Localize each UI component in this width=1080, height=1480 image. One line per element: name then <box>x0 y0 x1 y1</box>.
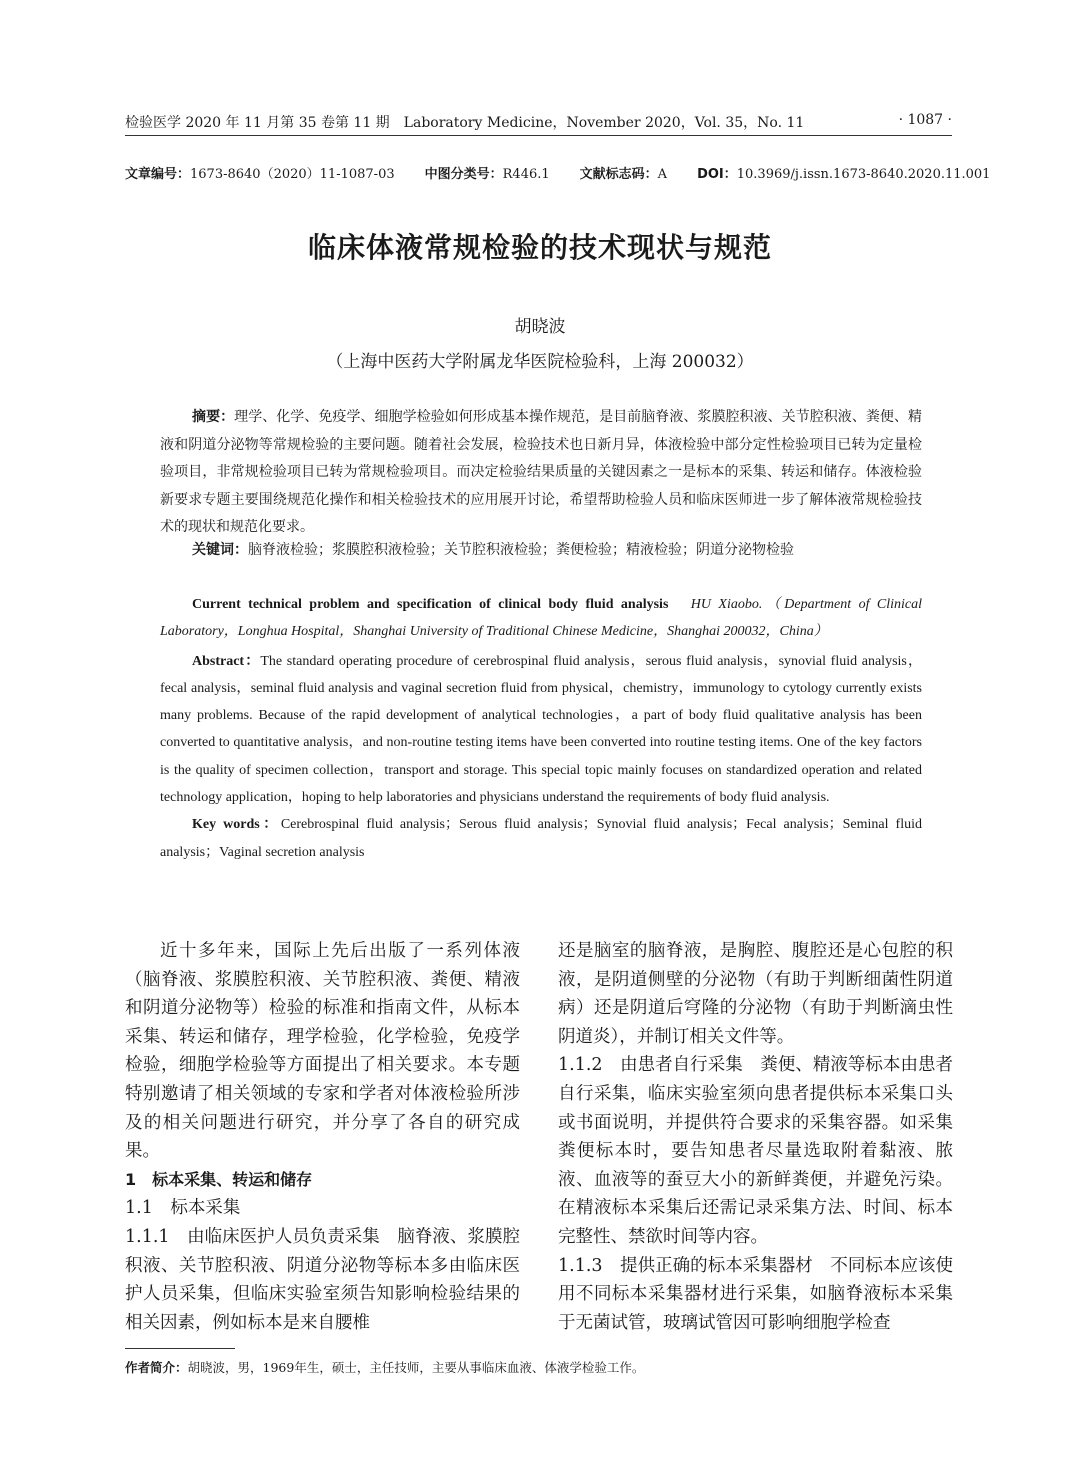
paper-title: 临床体液常规检验的技术现状与规范 <box>307 231 772 264</box>
english-abstract-text: Abstract：The standard operating procedure of cerebrospinal fluid analysis，serous fluid analysis，synovial fluid analysis，fecal analysis，seminal fluid analysis and vaginal secretion fluid from physical，chemistry，immunology to cytology currently exists many problems. Because of the rapid development of analytical technologies，a part of body fluid qualitative analysis has been converted to quantitative analysis，and non-routine testing items have been converted into routine testing items. One of the key factors is the quality of specimen collection，transport and storage. This special topic mainly focuses on standardized operation and related technology application，hoping to help laboratories and physicians understand the requirements of body fluid analysis. <box>160 653 922 806</box>
author: 胡晓波 <box>514 317 566 337</box>
paragraph-1-1-1: 1.1.1 由临床医护人员负责采集 脑脊液、浆膜腔积液、关节腔积液、阴道分泌物等标本多由临床医护人员采集，但临床实验室须告知影响检验结果的相关因素，例如标本是来自腰椎 <box>125 1226 520 1333</box>
chinese-keywords: 关键词：脑脊液检验；浆膜腔积液检验；关节腔积液检验；粪便检验；精液检验；阴道分泌物检验 <box>192 542 794 558</box>
clc-number: 中图分类号：R446.1 <box>424 167 550 182</box>
doi: DOI：10.3969/j.issn.1673-8640.2020.11.001 <box>697 167 991 182</box>
author-footnote: 作者简介：胡晓波，男，1969年生，硕士，主任技师，主要从事临床血液、体液学检验工作。 <box>125 1360 645 1375</box>
intro-paragraph: 近十多年来，国际上先后出版了一系列体液（脑脊液、浆膜腔积液、关节腔积液、粪便、精液和阴道分泌物等）检验的标准和指南文件，从标本采集、转运和储存，理学检验，化学检验，免疫学检验，细胞学检验等方面提出了相关要求。本专题特别邀请了相关领域的专家和学者对体液检验所涉及的相关问题进行研究，并分享了各自的研究成果。 <box>125 941 520 1162</box>
document-code: 文献标志码：A <box>579 167 668 182</box>
header-divider <box>125 135 952 136</box>
running-header: 检验医学 2020 年 11 月第 35 卷第 11 期 Laboratory Medicine，November 2020，Vol. 35，No. 11 <box>125 115 805 131</box>
body-column-left <box>125 937 520 1337</box>
english-abstract <box>160 591 922 866</box>
subsection-heading: 1.1 标本采集 <box>125 1198 241 1219</box>
paragraph-1-1-2: 1.1.2 由患者自行采集 粪便、精液等标本由患者自行采集，临床实验室须向患者提供标本采集口头或书面说明，并提供符合要求的采集容器。如采集粪便标本时，要告知患者尽量选取附着黏液、脓液、血液等的蚕豆大小的新鲜粪便，并避免污染。在精液标本采集后还需记录采集方法、时间、标本完整性、禁欲时间等内容。 <box>558 1055 953 1247</box>
article-number: 文章编号：1673-8640（2020）11-1087-03 <box>125 167 395 182</box>
english-title-block: Current technical problem and specification of clinical body fluid analysis HU Xiaobo.（Department of Clinical Laboratory，Longhua Hospital，Shanghai University of Traditional Chinese Medicine，Shanghai 200032，China） <box>160 597 923 640</box>
continued-paragraph: 还是脑室的脑脊液，是胸腔、腹腔还是心包腔的积液，是阴道侧壁的分泌物（有助于判断细菌性阴道病）还是阴道后穹隆的分泌物（有助于判断滴虫性阴道炎），并制订相关文件等。 <box>558 941 953 1047</box>
chinese-abstract: 摘要：理学、化学、免疫学、细胞学检验如何形成基本操作规范，是目前脑脊液、浆膜腔积液、关节腔积液、粪便、精液和阴道分泌物等常规检验的主要问题。随着社会发展，检验技术也日新月异，体液检验中部分定性检验项目已转为定量检验项目，非常规检验项目已转为常规检验项目。而决定检验结果质量的关键因素之一是标本的采集、转运和储存。体液检验新要求专题主要围绕规范化操作和相关检验技术的应用展开讨论，希望帮助检验人员和临床医师进一步了解体液常规检验技术的现状和规范化要求。 <box>160 409 922 535</box>
body-column-right <box>558 937 953 1337</box>
footnote-divider <box>125 1348 235 1349</box>
affiliation: （上海中医药大学附属龙华医院检验科，上海 200032） <box>326 352 754 372</box>
paragraph-1-1-3: 1.1.3 提供正确的标本采集器材 不同标本应该使用不同标本采集器材进行采集，如脑脊液标本采集于无菌试管，玻璃试管因可影响细胞学检查 <box>558 1255 953 1333</box>
article-meta <box>125 163 991 182</box>
english-keywords: Key words：Cerebrospinal fluid analysis；Serous fluid analysis；Synovial fluid analysis；Fecal analysis；Seminal fluid analysis；Vaginal secretion analysis <box>160 817 922 860</box>
section-heading: 1 标本采集、转运和储存 <box>125 1169 313 1189</box>
page-number: · 1087 · <box>898 112 952 128</box>
